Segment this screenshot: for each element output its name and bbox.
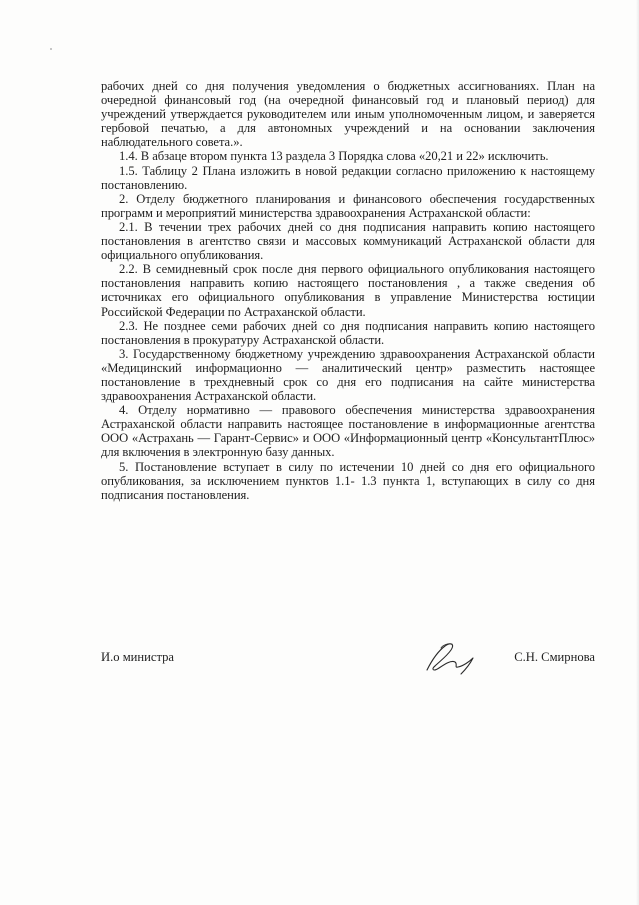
handwritten-signature — [421, 632, 483, 682]
paragraph-continuation: рабочих дней со дня получения уведомления о бюджетных ассигнованиях. План на очередной финансовый год (на очередной финансовый год и плановый период) для учреждений утверждается руководителем или иным уполномоченным лицом, и заверяется гербовой печатью, а для автономных учреждений и на основании заключения наблюдательного совета.». — [101, 79, 595, 150]
signature-block — [101, 650, 595, 690]
signer-name: С.Н. Смирнова — [514, 650, 595, 664]
paragraph-1-5: 1.5. Таблицу 2 Плана изложить в новой редакции согласно приложению к настоящему постановлению. — [101, 163, 595, 192]
paragraph-2-2: 2.2. В семидневный срок после дня первого официального опубликования настоящего постановления направить копию настоящего постановления , а также сведения об источниках его официального опубликования в управление Министерства юстиции Российской Федерации по Астраханской области. — [101, 262, 595, 319]
scan-speck — [50, 48, 52, 50]
paragraph-2-3: 2.3. Не позднее семи рабочих дней со дня подписания направить копию настоящего постановления в прокуратуру Астраханской области. — [101, 318, 595, 347]
signer-position: И.о министра — [101, 650, 175, 664]
paragraph-5: 5. Постановление вступает в силу по истечении 10 дней со дня его официального опубликования, за исключением пунктов 1.1- 1.3 пункта 1, вступающих в силу со дня подписания постановления. — [101, 459, 595, 502]
document-body — [101, 79, 595, 502]
paragraph-1-4: 1.4. В абзаце втором пункта 13 раздела 3 Порядка слова «20,21 и 22» исключить. — [119, 149, 549, 164]
paragraph-3: 3. Государственному бюджетному учреждению здравоохранения Астраханской области «Медицинский информационно — аналитический центр» разместить настоящее постановление в трехдневный срок со дня его подписания на сайте министерства здравоохранения Астраханской области. — [101, 346, 595, 404]
paragraph-2: 2. Отделу бюджетного планирования и финансового обеспечения государственных программ и мероприятий министерства здравоохранения Астраханской области: — [101, 191, 595, 220]
paragraph-2-1: 2.1. В течении трех рабочих дней со дня подписания направить копию настоящего постановления в агентство связи и массовых коммуникаций Астраханской области для официального опубликования. — [101, 219, 595, 263]
paragraph-4: 4. Отделу нормативно — правового обеспечения министерства здравоохранения Астраханской области направить настоящее постановление в информационные агентства ООО «Астрахань — Гарант-Сервис» и ООО «Информационный центр «КонсультантПлюс» для включения в электронную базу данных. — [101, 403, 595, 460]
